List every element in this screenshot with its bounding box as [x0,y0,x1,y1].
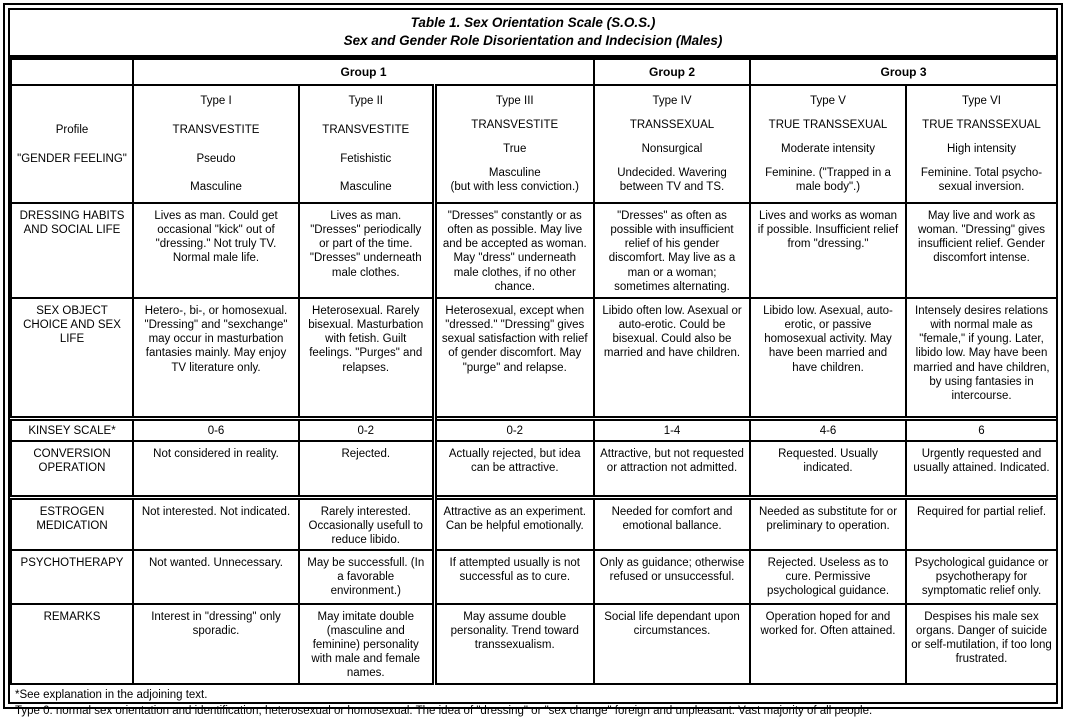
psychotherapy-row [11,550,1057,604]
profile-cell-type-1 [133,85,299,203]
row-label-remarks: REMARKS [11,604,133,684]
cell-conversion-type-1: Not considered in reality. [133,441,299,497]
conversion-operation-row [11,441,1057,497]
group-3-header: Group 3 [750,59,1057,85]
footnote-line-1: *See explanation in the adjoining text. [15,688,208,701]
type-3-feeling-note: (but with less conviction.) [450,181,579,194]
cell-sexobject-type-2: Heterosexual. Rarely bisexual. Masturbation with fetish. Guilt feelings. "Purges" and relapses. [299,298,434,418]
group-2-header: Group 2 [594,59,750,85]
type-2-category: TRANSVESTITE [322,124,410,137]
kinsey-scale-row [11,418,1057,441]
footnote-block [10,685,1056,723]
profile-cell-type-6 [906,85,1057,203]
profile-header-row [11,85,1057,203]
cell-kinsey-type-2: 0-2 [299,418,434,441]
row-label-kinsey: KINSEY SCALE* [11,418,133,441]
cell-estrogen-type-3: Attractive as an experiment. Can be helpful emotionally. [434,497,594,550]
row-label-estrogen: ESTROGEN MEDICATION [11,497,133,550]
cell-conversion-type-5: Requested. Usually indicated. [750,441,906,497]
profile-cell-type-5 [750,85,906,203]
type-6-category: TRUE TRANSSEXUAL [922,119,1041,132]
spacer [15,180,129,194]
cell-dressing-type-2: Lives as man. "Dresses" periodically or part of the time. "Dresses" underneath male clothes. [299,203,434,298]
cell-kinsey-type-3: 0-2 [434,418,594,441]
cell-conversion-type-6: Urgently requested and usually attained. Indicated. [906,441,1057,497]
table-container [8,8,1058,717]
cell-estrogen-type-1: Not interested. Not indicated. [133,497,299,550]
remarks-row [11,604,1057,684]
cell-psychotherapy-type-2: May be successfull. (In a favorable environment.) [299,550,434,604]
type-1-category: TRANSVESTITE [172,124,260,137]
table-subtitle: Sex and Gender Role Disorientation and Indecision (Males) [343,33,723,49]
sex-object-row [11,298,1057,418]
type-4-feeling: Undecided. Wavering between TV and TS. [617,167,727,194]
type-3-category: TRANSVESTITE [471,119,559,132]
type-2-name: Type II [348,95,384,108]
row-label-sex-object: SEX OBJECT CHOICE AND SEX LIFE [11,298,133,418]
cell-remarks-type-3: May assume double personality. Trend toward transsexualism. [434,604,594,684]
cell-kinsey-type-1: 0-6 [133,418,299,441]
cell-estrogen-type-5: Needed as substitute for or preliminary to operation. [750,497,906,550]
table-title-block [10,10,1056,58]
profile-label-line1: Profile [55,124,89,137]
cell-sexobject-type-1: Hetero-, bi-, or homosexual. "Dressing" and "sexchange" may occur in masturbation fantasies mainly. May enjoy TV literature only. [133,298,299,418]
type-4-category: TRANSSEXUAL [629,119,715,132]
row-label-conversion: CONVERSION OPERATION [11,441,133,497]
cell-dressing-type-5: Lives and works as woman if possible. Insufficient relief from "dressing." [750,203,906,298]
type-6-name: Type VI [962,95,1001,108]
cell-psychotherapy-type-5: Rejected. Useless as to cure. Permissive psychological guidance. [750,550,906,604]
cell-psychotherapy-type-6: Psychological guidance or psychotherapy for symptomatic relief only. [906,550,1057,604]
type-5-subtype: Moderate intensity [781,143,875,156]
cell-sexobject-type-3: Heterosexual, except when "dressed." "Dressing" gives sexual satisfaction with relief of gender discomfort. May "purge" and relapse. [434,298,594,418]
cell-dressing-type-1: Lives as man. Could get occasional "kick" out of "dressing." Not truly TV. Normal male life. [133,203,299,298]
type-5-category: TRUE TRANSSEXUAL [768,119,888,132]
profile-cell-type-2 [299,85,434,203]
dressing-habits-row [11,203,1057,298]
cell-dressing-type-6: May live and work as woman. "Dressing" gives insufficient relief. Gender discomfort intense. [906,203,1057,298]
cell-conversion-type-2: Rejected. [299,441,434,497]
sos-table [10,58,1058,685]
cell-psychotherapy-type-1: Not wanted. Unnecessary. [133,550,299,604]
cell-dressing-type-3: "Dresses" constantly or as often as possible. May live and be accepted as woman. May "dress" underneath male clothes, if no other chance. [434,203,594,298]
profile-label-cell [12,86,132,202]
cell-remarks-type-5: Operation hoped for and worked for. Often attained. [750,604,906,684]
cell-sexobject-type-6: Intensely desires relations with normal male as "female," if young. Later, libido low. May have been married and have children, by using fantasies in intercourse. [906,298,1057,418]
type-5-name: Type V [810,95,846,108]
type-4-subtype: Nonsurgical [641,143,703,156]
table-title: Table 1. Sex Orientation Scale (S.O.S.) [410,15,656,30]
cell-sexobject-type-5: Libido low. Asexual, auto-erotic, or passive homosexual activity. May have been married and have children. [750,298,906,418]
cell-remarks-type-1: Interest in "dressing" only sporadic. [133,604,299,684]
cell-kinsey-type-4: 1-4 [594,418,750,441]
cell-remarks-type-4: Social life dependant upon circumstances. [594,604,750,684]
type-1-name: Type I [200,95,232,108]
spacer [15,94,129,108]
type-5-feeling: Feminine. ("Trapped in a male body".) [765,167,891,194]
page-border [3,3,1063,717]
group-1-header: Group 1 [133,59,594,85]
type-3-name: Type III [495,95,534,108]
type-3-feeling: Masculine [488,167,541,180]
row-label-dressing: DRESSING HABITS AND SOCIAL LIFE [11,203,133,298]
cell-estrogen-type-6: Required for partial relief. [906,497,1057,550]
type-6-feeling: Feminine. Total psycho-sexual inversion. [920,167,1043,194]
profile-cell-type-3 [434,85,594,203]
cell-remarks-type-2: May imitate double (masculine and feminine) personality with male and female names. [299,604,434,684]
corner-cell [11,59,133,85]
cell-psychotherapy-type-4: Only as guidance; otherwise refused or unsuccessful. [594,550,750,604]
cell-kinsey-type-6: 6 [906,418,1057,441]
profile-label-line2: "GENDER FEELING" [17,152,127,165]
type-4-name: Type IV [652,95,692,108]
type-1-subtype: Pseudo [196,152,236,165]
group-header-row [11,59,1057,85]
type-3-subtype: True [503,143,527,156]
cell-kinsey-type-5: 4-6 [750,418,906,441]
cell-conversion-type-3: Actually rejected, but idea can be attractive. [434,441,594,497]
estrogen-medication-row [11,497,1057,550]
type-2-subtype: Fetishistic [340,152,392,165]
cell-conversion-type-4: Attractive, but not requested or attraction not admitted. [594,441,750,497]
cell-estrogen-type-2: Rarely interested. Occasionally usefull to reduce libido. [299,497,434,550]
cell-sexobject-type-4: Libido often low. Asexual or auto-erotic. Could be bisexual. Could also be married and have children. [594,298,750,418]
cell-psychotherapy-type-3: If attempted usually is not successful as to cure. [434,550,594,604]
row-label-profile [11,85,133,203]
footnote-line-2: Type 0: normal sex orientation and identification, heterosexual or homosexual. The idea of "dressing" or "sex change" foreign and unpleasant. Vast majority of all people. [15,704,873,717]
row-label-psychotherapy: PSYCHOTHERAPY [11,550,133,604]
type-2-feeling: Masculine [339,181,392,194]
type-6-subtype: High intensity [946,143,1017,156]
type-1-feeling: Masculine [190,181,242,194]
profile-cell-type-4 [594,85,750,203]
cell-estrogen-type-4: Needed for comfort and emotional ballance. [594,497,750,550]
cell-remarks-type-6: Despises his male sex organs. Danger of suicide or self-mutilation, if too long frustrated. [906,604,1057,684]
cell-dressing-type-4: "Dresses" as often as possible with insufficient relief of his gender discomfort. May live as a man or a woman; sometimes alternating. [594,203,750,298]
